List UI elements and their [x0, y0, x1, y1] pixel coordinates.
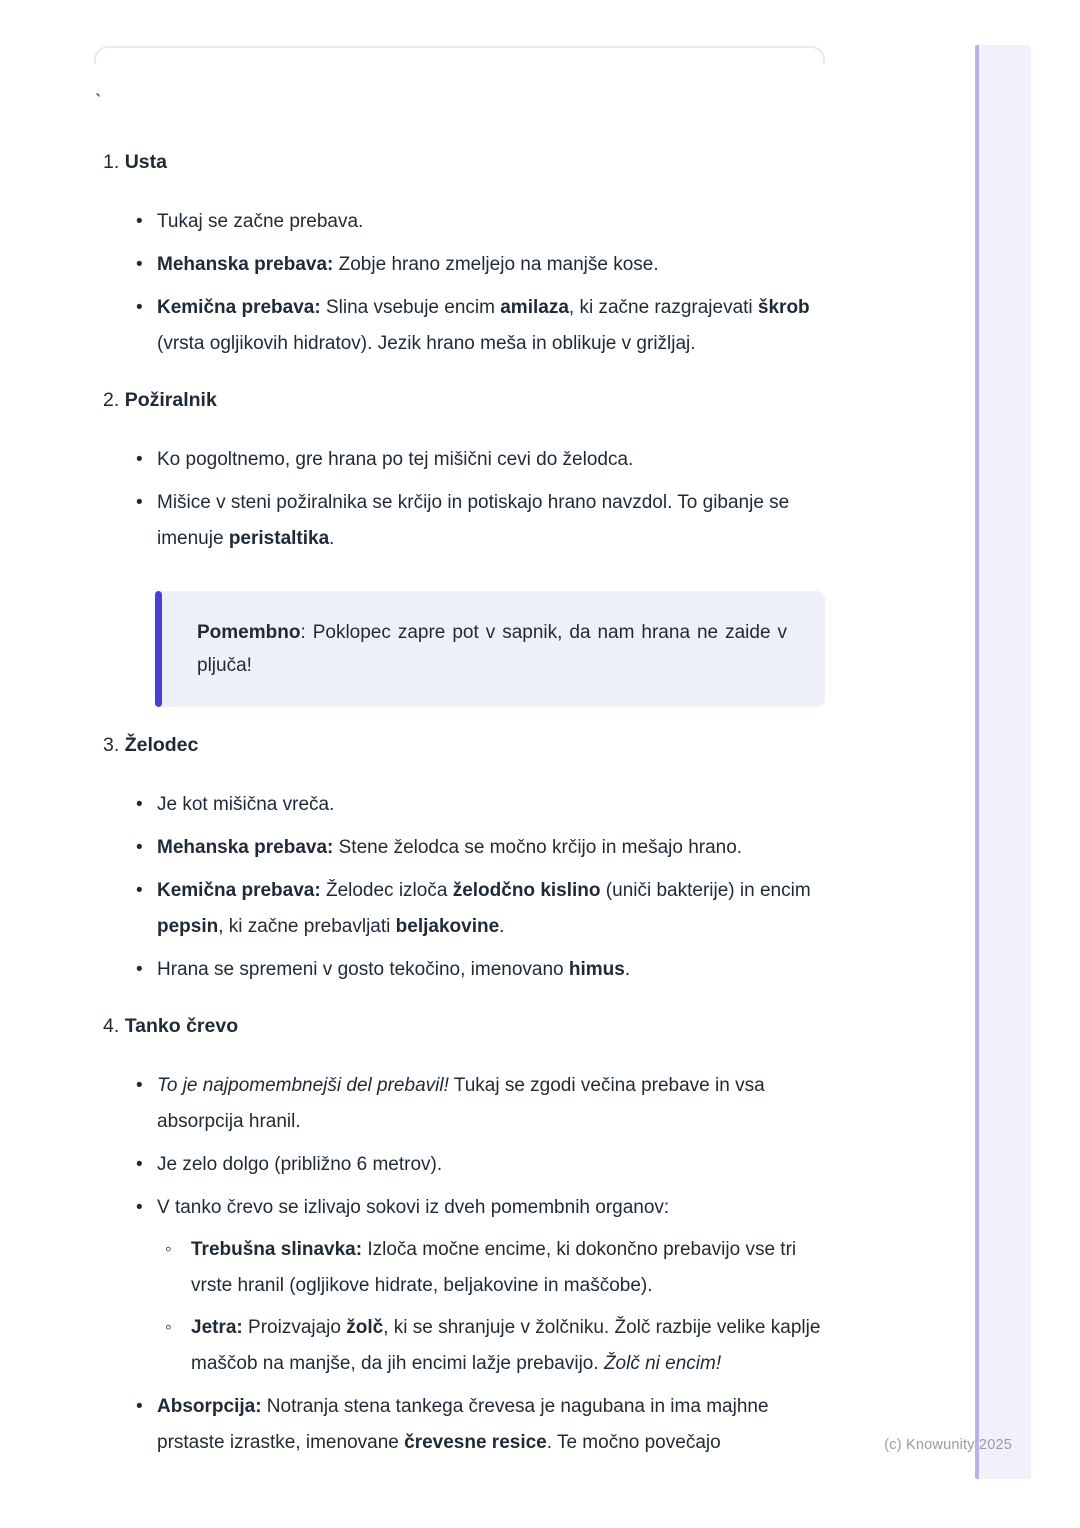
- text-segment: škrob: [757, 297, 810, 318]
- section-title: Usta: [124, 151, 167, 173]
- text-segment: .: [499, 916, 505, 937]
- section-heading: [103, 150, 832, 174]
- list-item: [157, 873, 832, 945]
- text-segment: amilaza: [500, 297, 569, 318]
- text-segment: Stene želodca se močno krčijo in mešajo hrano.: [333, 837, 743, 858]
- bullet-list: [103, 1068, 832, 1461]
- bullet-list: [103, 787, 832, 988]
- callout-text: [197, 622, 787, 676]
- text-segment: , ki začne prebavljati: [218, 916, 396, 937]
- sub-list-item: [191, 1232, 832, 1304]
- list-item: [157, 1389, 832, 1461]
- text-segment: Ko pogoltnemo, gre hrana po tej mišični cevi do želodca.: [157, 449, 634, 470]
- text-segment: peristaltika: [228, 528, 330, 549]
- text-segment: Notranja stena tankega črevesa je nagubana in ima majhne prstaste izrastke, imenovane: [157, 1396, 769, 1453]
- section-heading: [103, 388, 832, 412]
- section-number: 4.: [103, 1015, 125, 1037]
- text-segment: Mehanska prebava:: [157, 254, 334, 275]
- text-segment: himus: [568, 959, 625, 980]
- bullet-list: [103, 442, 832, 557]
- text-segment: Hrana se spremeni v gosto tekočino, imenovano: [157, 959, 569, 980]
- text-segment: beljakovine: [395, 916, 500, 937]
- text-segment: Zobje hrano zmeljejo na manjše kose.: [333, 254, 659, 275]
- text-segment: črevesne resice: [404, 1432, 547, 1453]
- document-content: [103, 150, 832, 1468]
- stray-backtick-char: `: [95, 92, 102, 113]
- text-segment: Kemična prebava:: [157, 297, 321, 318]
- list-item: [157, 1068, 832, 1140]
- list-item: [157, 952, 832, 988]
- section-title: Požiralnik: [124, 389, 217, 411]
- list-item: [157, 290, 832, 362]
- text-segment: Jetra:: [191, 1317, 243, 1338]
- text-segment: Proizvajajo: [242, 1317, 347, 1338]
- text-segment: žolč: [346, 1317, 384, 1338]
- text-segment: To je najpomembnejši del prebavil!: [157, 1075, 449, 1096]
- text-segment: (vrsta ogljikovih hidratov). Jezik hrano meša in oblikuje v grižljaj.: [157, 333, 696, 354]
- section-heading: [103, 733, 832, 757]
- text-segment: Tukaj se začne prebava.: [157, 211, 364, 232]
- text-segment: : Poklopec zapre pot v sapnik, da nam hrana ne zaide v pljuča!: [197, 622, 787, 676]
- copyright-watermark: (c) Knowunity 2025: [884, 1437, 1012, 1453]
- callout-box: [155, 591, 825, 707]
- scrollbar[interactable]: [975, 45, 1031, 1479]
- text-segment: Pomembno: [197, 622, 301, 643]
- list-item: [157, 485, 832, 557]
- text-segment: (uniči bakterije) in encim: [600, 880, 811, 901]
- text-segment: Tukaj se zgodi večina prebave in vsa absorpcija hranil.: [157, 1075, 765, 1132]
- section-number: 1.: [103, 151, 125, 173]
- list-item: [157, 204, 832, 240]
- callout-accent-bar: [155, 591, 162, 707]
- text-segment: Izloča močne encime, ki dokončno prebavijo vse tri vrste hranil (ogljikove hidrate, beljakovine in maščobe).: [191, 1239, 797, 1296]
- section-heading: [103, 1014, 832, 1038]
- sub-bullet-list: [157, 1232, 832, 1382]
- list-item: [157, 1190, 832, 1382]
- text-segment: Mehanska prebava:: [157, 837, 334, 858]
- list-item: [157, 787, 832, 823]
- card-top-edge: [94, 46, 825, 64]
- text-segment: . Te močno povečajo: [546, 1432, 721, 1453]
- list-item: [157, 247, 832, 283]
- text-segment: pepsin: [157, 916, 219, 937]
- text-segment: Absorpcija:: [157, 1396, 262, 1417]
- section-number: 2.: [103, 389, 125, 411]
- bullet-list: [103, 204, 832, 362]
- list-item: [157, 1147, 832, 1183]
- text-segment: Želodec izloča: [320, 880, 453, 901]
- list-item: [157, 442, 832, 478]
- text-segment: , ki začne razgrajevati: [568, 297, 758, 318]
- text-segment: .: [624, 959, 631, 980]
- text-segment: Žolč ni encim!: [603, 1353, 722, 1374]
- section-title: Tanko črevo: [124, 1015, 239, 1037]
- text-segment: Trebušna slinavka:: [191, 1239, 363, 1260]
- text-segment: Mišice v steni požiralnika se krčijo in potiskajo hrano navzdol. To gibanje se imenuje: [157, 492, 790, 549]
- text-segment: Kemična prebava:: [157, 880, 321, 901]
- section-number: 3.: [103, 734, 125, 756]
- text-segment: Slina vsebuje encim: [320, 297, 501, 318]
- sub-list-item: [191, 1310, 832, 1382]
- text-segment: Je zelo dolgo (približno 6 metrov).: [157, 1154, 443, 1175]
- text-segment: , ki se shranjuje v žolčniku. Žolč razbije velike kaplje maščob na manjše, da jih encimi lažje prebavijo.: [191, 1317, 821, 1374]
- text-segment: Je kot mišična vreča.: [157, 794, 335, 815]
- list-item: [157, 830, 832, 866]
- text-segment: V tanko črevo se izlivajo sokovi iz dveh pomembnih organov:: [157, 1197, 670, 1218]
- text-segment: .: [329, 528, 335, 549]
- section-title: Želodec: [124, 734, 199, 756]
- text-segment: želodčno kislino: [452, 880, 601, 901]
